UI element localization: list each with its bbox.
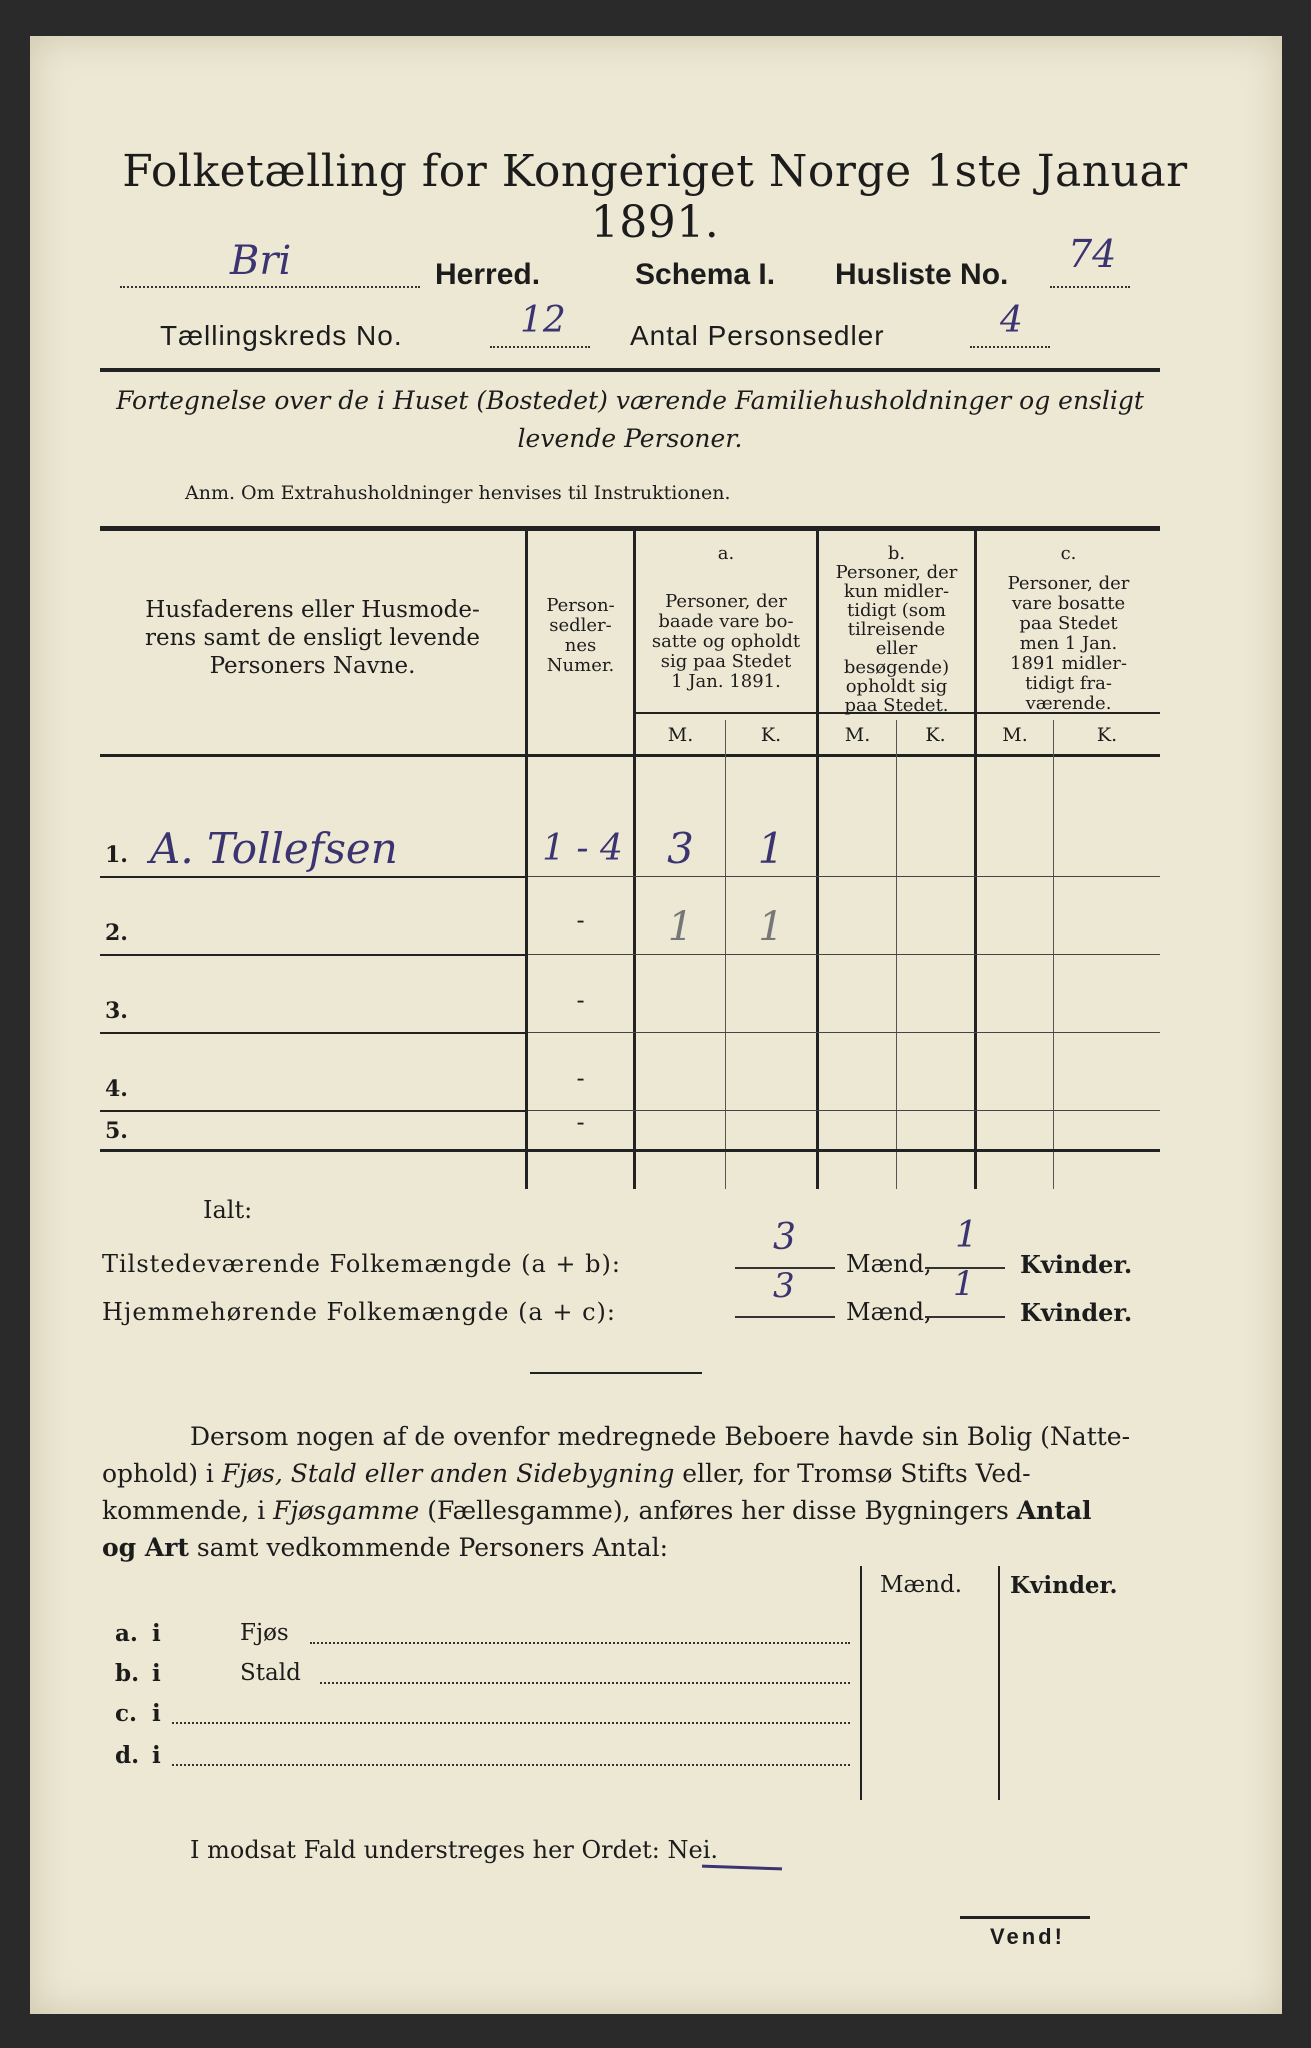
tilst-kvinder: Kvinder. bbox=[1020, 1250, 1133, 1279]
section-divider bbox=[530, 1372, 702, 1374]
anm-note: Anm. Om Extrahusholdninger henvises til Instruktionen. bbox=[185, 482, 731, 504]
row5-numer: - bbox=[576, 1108, 585, 1136]
row1-number: 1. bbox=[105, 842, 128, 868]
b-m-label: M. bbox=[844, 724, 871, 746]
building-b-dots bbox=[320, 1682, 850, 1684]
c-k-label: K. bbox=[1096, 724, 1118, 746]
row1-name: A. Tollefsen bbox=[150, 824, 398, 873]
antal-value: 4 bbox=[1000, 300, 1023, 341]
hjem-m-field bbox=[735, 1266, 835, 1318]
building-d-letter: d. bbox=[115, 1742, 140, 1769]
row3-line bbox=[100, 1032, 525, 1034]
row2-numer: - bbox=[576, 906, 585, 934]
building-d-i: i bbox=[152, 1742, 161, 1769]
col-b-header: b. Personer, der kun midler- tidigt (som tilreisende eller besøgende) opholdt sig paa Stedet. bbox=[835, 543, 958, 716]
ialt-label: Ialt: bbox=[203, 1196, 253, 1224]
row1-a-m: 3 bbox=[667, 824, 694, 873]
husliste-field bbox=[1050, 232, 1130, 288]
herred-value: Bri bbox=[230, 238, 292, 284]
row4-line bbox=[100, 1110, 525, 1112]
vend-rule bbox=[960, 1916, 1090, 1919]
table-top-rule bbox=[100, 526, 1160, 531]
antal-field bbox=[970, 300, 1050, 348]
building-a-dots bbox=[310, 1642, 850, 1644]
hjem-label: Hjemmehørende Folkemængde (a + c): bbox=[102, 1298, 616, 1326]
row3-line-right bbox=[528, 1032, 1160, 1033]
kreds-label: Tællingskreds No. bbox=[160, 320, 403, 351]
vend-label: Vend! bbox=[990, 1924, 1065, 1949]
building-b-letter: b. bbox=[115, 1660, 140, 1687]
row1-a-k: 1 bbox=[757, 824, 785, 873]
building-a-label: Fjøs bbox=[240, 1620, 289, 1646]
hjem-k-value: 1 bbox=[953, 1264, 975, 1304]
col-a-header: a. Personer, der baade vare bo- satte og opholdt sig paa Stedet 1 Jan. 1891. bbox=[651, 543, 801, 692]
row1-numer: 1 - 4 bbox=[542, 828, 623, 869]
buildings-kvinder-header: Kvinder. bbox=[1010, 1572, 1118, 1599]
hjem-m-value: 3 bbox=[773, 1266, 795, 1306]
buildings-vline-1 bbox=[860, 1566, 862, 1800]
hjem-k-field bbox=[925, 1264, 1005, 1318]
tilst-k-value: 1 bbox=[955, 1215, 978, 1256]
row1-line bbox=[100, 876, 525, 878]
buildings-paragraph: Dersom nogen af de ovenfor medregnede Beboere havde sin Bolig (Natte- ophold) i Fjøs, Stald eller anden Sidebygning eller, for Tromsø Stifts Ved- kommende, i Fjøsgamme (Fællesgamme), anføres her disse Bygningers Antal og Art samt vedkommende Personers Antal: bbox=[102, 1422, 1131, 1562]
herred-field bbox=[120, 238, 420, 288]
tilst-label: Tilstedeværende Folkemængde (a + b): bbox=[102, 1250, 621, 1278]
row3-number: 3. bbox=[105, 998, 128, 1024]
row2-line bbox=[100, 954, 525, 956]
nei-underline bbox=[702, 1865, 782, 1871]
antal-label: Antal Personsedler bbox=[630, 320, 885, 351]
row4-number: 4. bbox=[105, 1076, 128, 1102]
form-title: Folketælling for Kongeriget Norge 1ste Januar 1891. bbox=[122, 146, 1188, 248]
col-numer-header: Person- sedler- nes Numer. bbox=[546, 595, 615, 676]
intro-line2: levende Personer. bbox=[517, 424, 743, 453]
building-a-letter: a. bbox=[115, 1620, 138, 1647]
table-head-rule bbox=[100, 754, 1160, 757]
building-b-i: i bbox=[152, 1660, 161, 1687]
row1-line-right bbox=[528, 876, 1160, 877]
hjem-kvinder: Kvinder. bbox=[1020, 1298, 1133, 1327]
row5-number: 5. bbox=[105, 1118, 128, 1144]
c-m-label: M. bbox=[1002, 724, 1028, 746]
header-rule bbox=[100, 368, 1160, 372]
building-c-dots bbox=[172, 1722, 850, 1724]
buildings-vline-2 bbox=[998, 1566, 1000, 1800]
row3-numer: - bbox=[576, 986, 585, 1014]
husliste-label: Husliste No. bbox=[835, 258, 1009, 291]
census-form-page bbox=[30, 36, 1282, 2014]
building-d-dots bbox=[172, 1764, 850, 1766]
herred-label: Herred. bbox=[435, 258, 541, 291]
row2-a-k: 1 bbox=[758, 904, 784, 950]
husliste-value: 74 bbox=[1068, 232, 1117, 276]
intro-line1: Fortegnelse over de i Huset (Bostedet) værende Familiehusholdninger og ensligt bbox=[116, 386, 1144, 415]
tilst-maend: Mænd, bbox=[846, 1250, 932, 1278]
modsat-line: I modsat Fald understreges her Ordet: Nei. bbox=[190, 1836, 719, 1864]
a-k-label: K. bbox=[760, 724, 782, 746]
buildings-maend-header: Mænd. bbox=[880, 1572, 963, 1598]
nei-word: Nei. bbox=[667, 1836, 719, 1864]
building-c-letter: c. bbox=[115, 1700, 138, 1727]
kreds-field bbox=[490, 300, 590, 348]
building-c-i: i bbox=[152, 1700, 161, 1727]
col-name-header: Husfaderens eller Husmode- rens samt de ensligt levende Personers Navne. bbox=[145, 597, 480, 679]
row2-a-m: 1 bbox=[667, 904, 694, 950]
hjem-maend: Mænd, bbox=[846, 1298, 932, 1326]
b-k-label: K. bbox=[925, 724, 946, 746]
kreds-value: 12 bbox=[520, 300, 566, 341]
schema-label: Schema I. bbox=[635, 258, 776, 291]
row2-number: 2. bbox=[105, 920, 128, 946]
table-bottom-rule bbox=[100, 1149, 1160, 1152]
a-m-label: M. bbox=[667, 724, 694, 746]
tilst-m-value: 3 bbox=[773, 1217, 796, 1258]
building-b-label: Stald bbox=[240, 1660, 301, 1686]
col-c-header: c. Personer, der vare bosatte paa Stedet men 1 Jan. 1891 midler- tidigt fra- værende. bbox=[1007, 543, 1130, 714]
row2-line-right bbox=[528, 954, 1160, 955]
row4-numer: - bbox=[576, 1064, 585, 1092]
building-a-i: i bbox=[152, 1620, 161, 1647]
